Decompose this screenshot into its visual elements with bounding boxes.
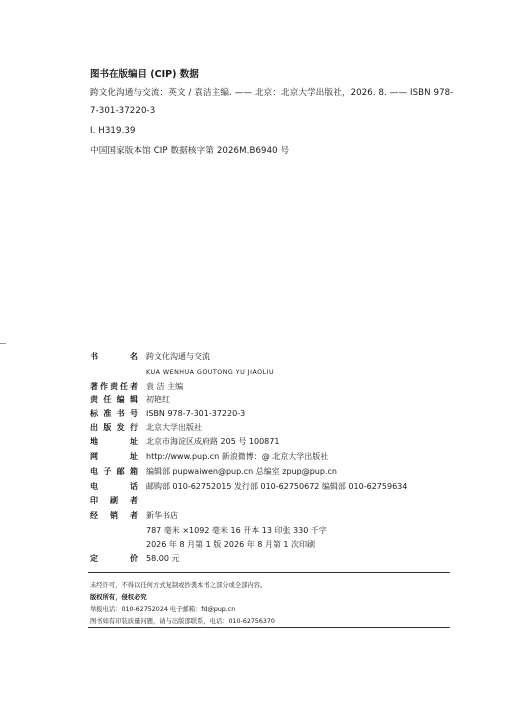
record-label: 书 名 — [90, 352, 138, 361]
record-value: 58.00 元 — [146, 554, 180, 563]
record-label: 网 址 — [90, 452, 138, 461]
record-value: 跨文化沟通与交流 — [146, 352, 210, 361]
record-label: 责任编辑 — [90, 395, 138, 404]
record-label: 印 刷 者 — [90, 496, 138, 505]
divider — [88, 572, 450, 573]
divider — [88, 627, 450, 628]
record-value: 北京大学出版社 — [146, 423, 202, 432]
record-label: 经 销 者 — [90, 511, 138, 520]
cip-isbn-continuation: 7-301-37220-3 — [90, 106, 156, 116]
record-value: 新华书店 — [146, 511, 178, 520]
record-value: 袁 洁 主编 — [146, 382, 184, 391]
record-label: 出版发行 — [90, 423, 138, 432]
copy-notice: 未经许可，不得以任何方式复制或抄袭本书之部分或全部内容。 — [90, 582, 267, 589]
record-label: 著作责任者 — [90, 382, 138, 391]
record-value: 北京市海淀区成府路 205 号 100871 — [146, 437, 280, 446]
record-value: 初艳红 — [146, 395, 170, 404]
cip-title: 图书在版编目 (CIP) 数据 — [90, 69, 199, 80]
record-label: 电 话 — [90, 482, 138, 491]
record-value: 2026 年 8 月第 1 版 2026 年 8 月第 1 次印刷 — [146, 540, 316, 549]
cip-classification: Ⅰ. H319.39 — [90, 126, 136, 136]
rights-reserved: 版权所有，侵权必究 — [90, 594, 147, 601]
record-label: 标准书号 — [90, 409, 138, 418]
record-label: 电子邮箱 — [90, 467, 138, 476]
cip-verification-number: 中国国家版本馆 CIP 数据核字第 2026M.B6940 号 — [90, 146, 290, 156]
record-label: 定 价 — [90, 554, 138, 563]
record-value: http://www.pup.cn 新浪微博：@ 北京大学出版社 — [146, 452, 329, 461]
margin-mark — [0, 343, 6, 344]
title-pinyin: KUA WENHUA GOUTONG YU JIAOLIU — [146, 369, 275, 376]
cip-catalog-line: 跨文化沟通与交流：英文 / 袁洁主编. —— 北京：北京大学出版社，2026. 8. —— ISBN 978- — [90, 88, 454, 98]
record-label: 地 址 — [90, 437, 138, 446]
record-value: 编辑部 pupwaiwen@pup.cn 总编室 zpup@pup.cn — [146, 467, 337, 476]
record-value: 787 毫米 ×1092 毫米 16 开本 13 印张 330 千字 — [146, 526, 327, 535]
quality-contact: 图书如有印装质量问题，请与出版部联系，电话：010-62756370 — [90, 618, 275, 625]
report-contact: 举报电话：010-62752024 电子邮箱：fd@pup.cn — [90, 606, 236, 613]
record-value: ISBN 978-7-301-37220-3 — [146, 409, 246, 418]
record-value: 邮购部 010-62752015 发行部 010-62750672 编辑部 010-62759634 — [146, 482, 408, 491]
